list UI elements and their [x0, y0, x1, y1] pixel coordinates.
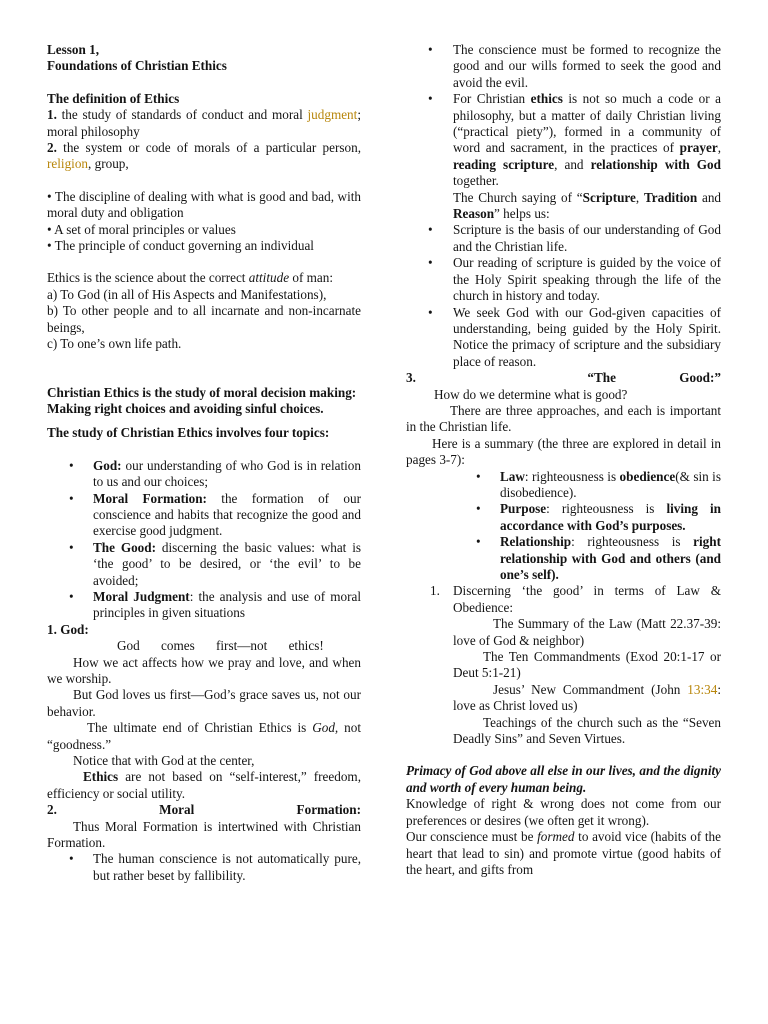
list-item: • Law: righteousness is obedience(& sin is disobedience). [476, 468, 721, 500]
list-item: • God: our understanding of who God is in relation to us and our choices; [69, 457, 361, 490]
god-line-1: God comes first—not ethics! [117, 638, 324, 654]
discerning-item: 1. Discerning ‘the good’ in terms of Law & Obedience: [430, 583, 721, 615]
the-good-heading: 3. “The Good:” [406, 370, 721, 386]
science-item-b: b) To other people and to all incarnate and non-incarnate beings, [47, 303, 361, 335]
study-heading: The study of Christian Ethics involves four topics: [47, 425, 330, 441]
list-item: • We seek God with our God-given capacities of understanding, being guided by the Holy Spirit. Notice the primacy of scripture and the subsidiary place of reason. [428, 304, 721, 369]
bullet-icon: • [428, 255, 433, 271]
bullet-icon: • [428, 42, 433, 57]
bullet-icon: • [476, 468, 481, 484]
new-commandment: Jesus’ New Commandment (John 13:34: love as Christ loved us) [453, 681, 721, 714]
scripture-list [406, 222, 721, 370]
god-line-4: The ultimate end of Christian Ethics is God, not “goodness.” [47, 720, 361, 752]
definition-bullet: • The principle of conduct governing an individual [47, 238, 314, 254]
list-item: • Relationship: righteousness is right relationship with God and others (and one’s self). [476, 534, 721, 582]
bullet-icon: • [428, 91, 433, 107]
the-good-line-2: There are three approaches, and each is important in the Christian life. [406, 402, 721, 435]
moral-formation-line-1: Thus Moral Formation is intertwined with Christian Formation. [47, 818, 361, 851]
bullet-icon: • [69, 851, 74, 867]
definition-2: 2. the system or code of morals of a particular person, religion, group, [47, 140, 361, 172]
knowledge-paragraph: Knowledge of right & wrong does not come from our preferences or desires (we often get it wrong). [406, 796, 721, 828]
list-item: • For Christian ethics is not so much a code or a philosophy, but a matter of daily Christian living (“practical piety”), formed in a community of word and sacrament, in the practices of prayer, reading scripture, and relationship with God together. [428, 91, 721, 189]
list-item: • Purpose: righteousness is living in accordance with God’s purposes. [476, 501, 721, 533]
right-column [406, 42, 721, 878]
list-item: • Moral Formation: the formation of our conscience and habits that recognize the good and exercise good judgment. [69, 490, 361, 539]
conscience-paragraph: Our conscience must be formed to avoid vice (habits of the heart that lead to sin) and promote virtue (good habits of the heart, and gifts from [406, 829, 721, 877]
definition-heading: The definition of Ethics [47, 90, 180, 106]
primacy-heading: Primacy of God above all else in our lives, and the dignity and worth of every human being. [406, 763, 721, 795]
summary-of-law: The Summary of the Law (Matt 22.37-39: love of God & neighbor) [453, 616, 721, 648]
the-good-line-3: Here is a summary (the three are explored in detail in pages 3-7): [406, 435, 721, 468]
list-item: • The conscience must be formed to recognize the good and our wills formed to seek the good and avoid the evil. [428, 42, 721, 90]
definition-1: 1. the study of standards of conduct and moral judgment; moral philosophy [47, 107, 361, 139]
list-item: • Moral Judgment: the analysis and use of moral principles in given situations [69, 588, 361, 621]
religion-link[interactable]: religion [47, 156, 89, 172]
john-verse-link[interactable]: 13:34 [687, 681, 718, 697]
god-line-2: How we act affects how we pray and love, and when we worship. [47, 654, 361, 686]
the-good-line-1: How do we determine what is good? [434, 386, 628, 402]
god-line-3: But God loves us first—God’s grace saves us, not our behavior. [47, 687, 361, 719]
god-line-5: Notice that with God at the center, [73, 753, 255, 769]
science-paragraph: Ethics is the science about the correct attitude of man: [47, 270, 334, 286]
church-saying: The Church saying of “Scripture, Tradition and Reason” helps us: [453, 189, 722, 222]
ten-commandments: The Ten Commandments (Exod 20:1-17 or Deut 5:1-21) [453, 649, 721, 681]
bullet-icon: • [476, 534, 481, 550]
bullet-icon: • [476, 501, 481, 517]
christian-ethics-subheading: Making right choices and avoiding sinful choices. [47, 400, 324, 416]
bullet-icon: • [69, 490, 74, 506]
god-heading: 1. God: [47, 621, 89, 637]
bullet-icon: • [69, 457, 74, 473]
list-item: • The human conscience is not automatically pure, but rather beset by fallibility. [69, 851, 361, 883]
christian-ethics-heading: Christian Ethics is the study of moral decision making: [47, 384, 357, 400]
bullet-icon: • [428, 222, 433, 238]
list-item: • The Good: discerning the basic values: what is ‘the good’ to be desired, or ‘the evil’ to be avoided; [69, 539, 361, 588]
definition-bullet: • The discipline of dealing with what is good and bad, with moral duty and obligation [47, 188, 361, 221]
definition-bullet: • A set of moral principles or values [47, 221, 236, 237]
list-item: • Scripture is the basis of our understanding of God and the Christian life. [428, 222, 721, 254]
moral-formation-list [47, 851, 361, 884]
god-line-6: Ethics are not based on “self-interest,” freedom, efficiency or social utility. [47, 769, 361, 801]
approaches-list [406, 469, 721, 584]
bullet-icon: • [69, 588, 74, 604]
church-teachings: Teachings of the church such as the “Seven Deadly Sins” and Seven Virtues. [453, 714, 721, 747]
science-item-c: c) To one’s own life path. [47, 336, 182, 352]
science-item-a: a) To God (in all of His Aspects and Manifestations), [47, 286, 327, 302]
left-column [47, 42, 361, 884]
list-item: • Our reading of scripture is guided by the voice of the Holy Spirit speaking through the life of the church in history and today. [428, 255, 721, 304]
topics-list [47, 458, 361, 622]
moral-formation-heading: 2. Moral Formation: [47, 802, 361, 818]
lesson-title: Foundations of Christian Ethics [47, 58, 227, 74]
conscience-list [406, 42, 721, 190]
bullet-icon: • [428, 304, 433, 320]
bullet-icon: • [69, 539, 74, 555]
judgment-link[interactable]: judgment [307, 107, 358, 123]
lesson-number: Lesson 1, [47, 42, 100, 57]
